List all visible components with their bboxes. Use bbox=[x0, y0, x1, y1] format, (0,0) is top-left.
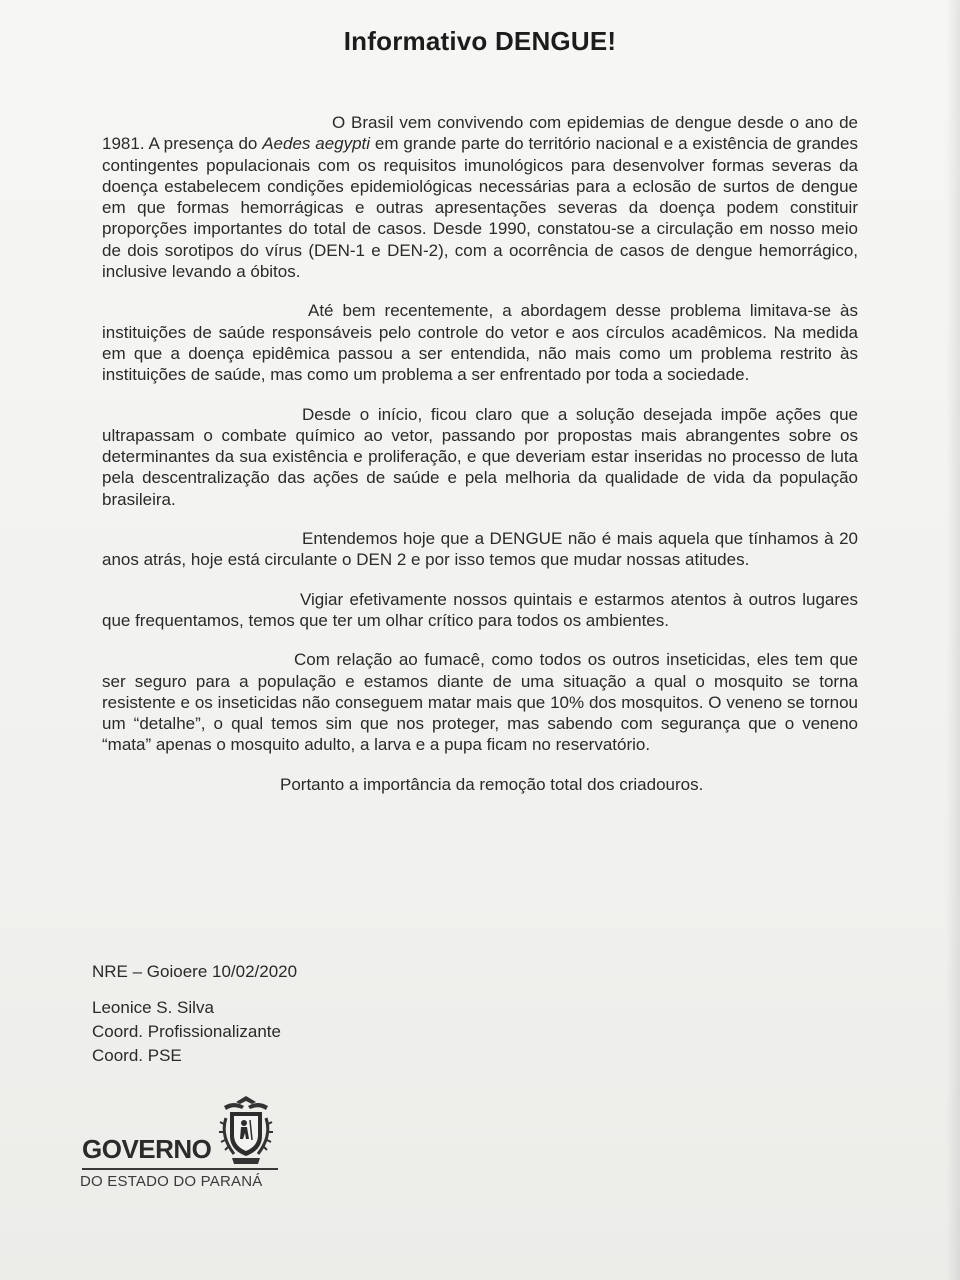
signature-place-date: NRE – Goioere 10/02/2020 bbox=[92, 962, 298, 981]
logo-divider bbox=[82, 1168, 278, 1170]
parana-coat-of-arms-icon bbox=[214, 1092, 278, 1168]
paragraph-1 bbox=[102, 112, 858, 282]
paragraph-7: Portanto a importância da remoção total dos criadouros. bbox=[280, 774, 704, 794]
paragraph-2: Até bem recentemente, a abordagem desse problema limitava-se às instituições de saúde responsáveis pelo controle do vetor e aos círculos acadêmicos. Na medida em que a doença epidêmica passou a ser entendida, não mais como um problema restrito às instituições de saúde, mas como um problema a ser enfrentado por toda a sociedade. bbox=[102, 301, 858, 385]
signature-block bbox=[92, 960, 297, 1068]
logo-subtitle: DO ESTADO DO PARANÁ bbox=[80, 1173, 263, 1190]
signature-name: Leonice S. Silva bbox=[92, 998, 214, 1017]
signature-role-1: Coord. Profissionalizante bbox=[92, 1022, 281, 1041]
document-body bbox=[102, 112, 858, 795]
page-edge-shadow bbox=[946, 0, 960, 1280]
species-name: Aedes aegypti bbox=[262, 134, 371, 154]
government-logo bbox=[80, 1092, 300, 1202]
paragraph-5: Vigiar efetivamente nossos quintais e estarmos atentos à outros lugares que frequentamos, temos que ter um olhar crítico para todos os ambientes. bbox=[102, 589, 858, 630]
paragraph-6: Com relação ao fumacê, como todos os outros inseticidas, eles tem que ser seguro para a população e estamos diante de uma situação a qual o mosquito se torna resistente e os inseticidas não conseguem matar mais que 10% dos mosquitos. O veneno se tornou um “detalhe”, o qual temos sim que nos proteger, mas sabendo com segurança que o veneno “mata” apenas o mosquito adulto, a larva e a pupa ficam no reservatório. bbox=[102, 650, 858, 755]
paragraph-1-text-a: O Brasil vem convivendo com epidemias de dengue desde o ano de 1981. A presença do bbox=[102, 113, 858, 154]
logo-wordmark: GOVERNO bbox=[82, 1134, 212, 1164]
signature-role-2: Coord. PSE bbox=[92, 1046, 182, 1065]
paragraph-1-text-b: em grande parte do território nacional e a existência de grandes contingentes populacionais com os requisitos imunológicos para desenvolver formas severas da doença estabelecem condições epidemiológicas necessárias para a eclosão de surtos de dengue em que formas hemorrágicas e outras apresentações severas da doença podem constituir proporções importantes do total de casos. Desde 1990, constatou-se a circulação em nosso meio de dois sorotipos do vírus (DEN-1 e DEN-2), com a ocorrência de casos de dengue hemorrágico, inclusive levando a óbitos. bbox=[102, 134, 858, 282]
document-title: Informativo DENGUE! bbox=[343, 26, 617, 56]
paragraph-3: Desde o início, ficou claro que a solução desejada impõe ações que ultrapassam o combate químico ao vetor, passando por propostas mais abrangentes sobre os determinantes da sua existência e proliferação, e que deveriam estar inseridas no processo de luta pela descentralização das ações de saúde e pela melhoria da qualidade de vida da população brasileira. bbox=[102, 404, 858, 509]
paragraph-4: Entendemos hoje que a DENGUE não é mais aquela que tínhamos à 20 anos atrás, hoje está circulante o DEN 2 e por isso temos que mudar nossas atitudes. bbox=[102, 529, 858, 570]
